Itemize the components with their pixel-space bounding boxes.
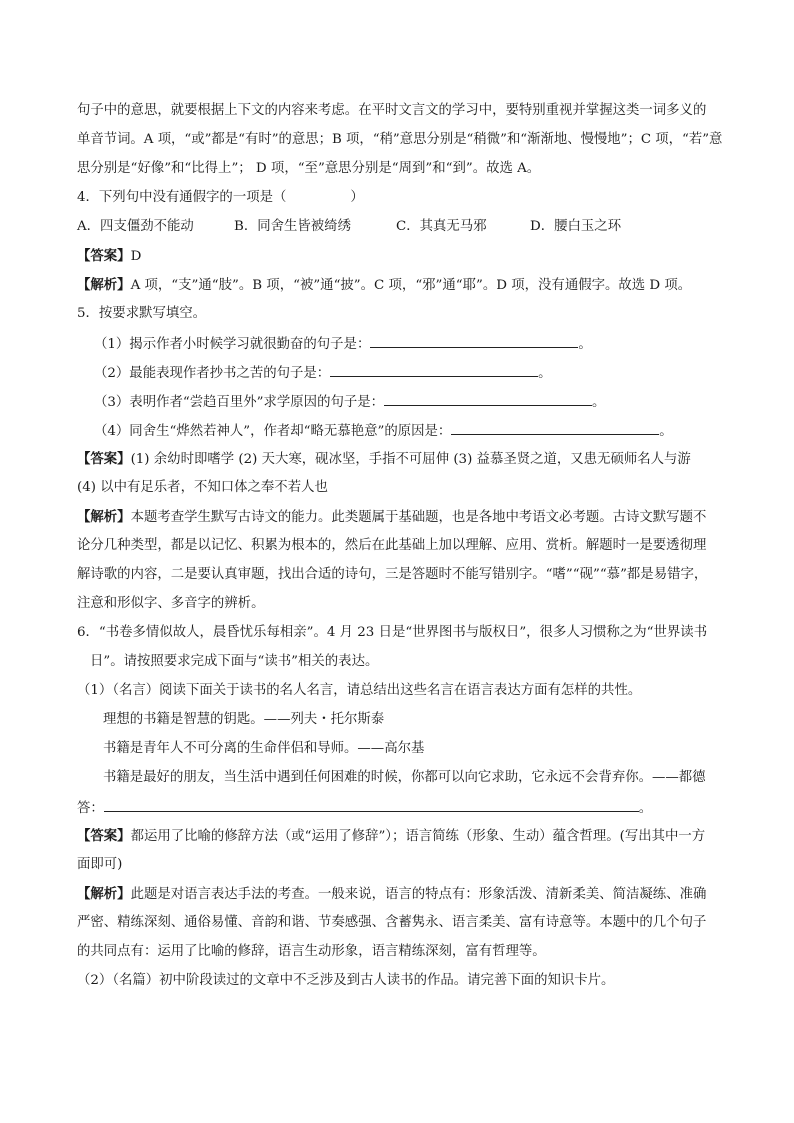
question-6-sub-2: （2）（名篇）初中阶段读过的文章中不乏涉及到古人读书的作品。请完善下面的知识卡片。 xyxy=(77,973,615,988)
item-end: 。 xyxy=(592,395,606,410)
answer-text: 都运用了比喻的修辞方法（或“运用了修辞”）；语言简练（形象、生动）蕴含哲理。(写出其中一方 xyxy=(130,829,706,844)
item-text: （2）最能表现作者抄书之苦的句子是： xyxy=(94,366,331,381)
question-4-answer xyxy=(77,247,141,266)
answer-text: (1) 余幼时即嗜学 (2) 天大寒，砚冰坚，手指不可屈伸 (3) 益慕圣贤之道，又患无硕师名人与游 xyxy=(130,452,691,467)
quote-3: 书籍是最好的朋友，当生活中遇到任何困难的时候，你都可以向它求助，它永远不会背弃你。——都德 xyxy=(103,770,706,785)
question-5-item-2 xyxy=(94,363,552,383)
answer-blank-line xyxy=(77,798,652,818)
text-line: 的共同点有：运用了比喻的修辞，语言生动形象，语言精练深刻，富有哲理等。 xyxy=(77,944,546,959)
text-line: 严密、精练深刻、通俗易懂、音韵和谐、节奏感强、含蓄隽永、语言柔美、富有诗意等。本题中的几个句子 xyxy=(77,915,707,930)
quote-1: 理想的书籍是智慧的钥匙。——列夫・托尔斯泰 xyxy=(103,712,385,727)
item-end: 。 xyxy=(659,424,673,439)
analysis-tag: 【解析】 xyxy=(77,277,131,293)
answer-tag: 【答案】 xyxy=(77,451,131,467)
question-4-stem-text: 4．下列句中没有通假字的一项是（ xyxy=(77,190,287,205)
text-line: 论分几种类型，都是以记忆、积累为根本的，然后在此基础上加以理解、应用、赏析。解题时一是要透彻理 xyxy=(77,538,707,553)
text-line: 注意和形似字、多音字的辨析。 xyxy=(77,596,265,611)
text-line: 思分别是“好像”和“比得上”； D 项，“至”意思分别是“周到”和“到”。故选 A。 xyxy=(77,161,541,176)
question-4-stem xyxy=(77,189,364,207)
answer-tag: 【答案】 xyxy=(77,828,131,844)
question-6-answer xyxy=(77,827,705,846)
question-4-option-d: D．腰白玉之环 xyxy=(530,219,622,234)
item-end: 。 xyxy=(578,337,592,352)
item-text: （1）揭示作者小时候学习就很勤奋的句子是： xyxy=(94,337,371,352)
question-6-analysis xyxy=(77,885,706,904)
blank-line[interactable] xyxy=(384,392,592,406)
question-5-item-1 xyxy=(94,334,592,354)
text-line: (4) 以中有足乐者，不知口体之奉不若人也 xyxy=(77,480,328,495)
question-4-stem-close: ） xyxy=(350,190,364,205)
question-6-sub-1: （1）（名言）阅读下面关于读书的名人名言，请总结出这些名言在语言表达方面有怎样的共性。 xyxy=(77,683,642,698)
question-4-analysis xyxy=(77,276,691,295)
analysis-text: 本题考查学生默写古诗文的能力。此类题属于基础题，也是各地中考语文必考题。古诗文默写题不 xyxy=(130,510,707,525)
blank-line[interactable] xyxy=(330,363,538,377)
question-5-answer xyxy=(77,450,691,469)
answer-tag: 【答案】 xyxy=(77,248,131,264)
question-5-analysis xyxy=(77,508,706,527)
line-end: 。 xyxy=(638,801,653,816)
blank-line[interactable] xyxy=(451,421,659,435)
quote-2: 书籍是青年人不可分离的生命伴侣和导师。——高尔基 xyxy=(103,741,425,756)
analysis-tag: 【解析】 xyxy=(77,509,131,525)
question-4-option-c: C．其真无马邪 xyxy=(396,219,487,234)
question-4-option-a: A．四支僵劲不能动 xyxy=(77,219,194,234)
text-line: 解诗歌的内容，二是要认真审题，找出合适的诗句，三是答题时不能写错别字。“嗜”“砚”“慕”都是易错字， xyxy=(77,567,708,582)
question-5-item-4 xyxy=(94,421,673,441)
item-text: （4）同舍生“烨然若神人”，作者却“略无慕艳意”的原因是： xyxy=(94,424,452,439)
text-line: 单音节词。A 项，“或”都是“有时”的意思；B 项，“稍”意思分别是“稍微”和“渐渐地、慢慢地”；C 项，“若”意 xyxy=(77,132,723,147)
question-5-item-3 xyxy=(94,392,605,412)
question-5-stem: 5．按要求默写填空。 xyxy=(77,306,207,321)
question-6-stem: 6．“书卷多情似故人，晨昏忧乐每相亲”。4 月 23 日是“世界图书与版权日”，很多人习惯称之为“世界读书 xyxy=(77,625,708,640)
analysis-text: A 项，“支”通“肢”。B 项，“被”通“披”。C 项，“邪”通“耶”。D 项，没有通假字。故选 D 项。 xyxy=(130,278,692,293)
question-4-option-b: B．同舍生皆被绮绣 xyxy=(234,219,351,234)
blank-line[interactable] xyxy=(370,334,578,348)
analysis-tag: 【解析】 xyxy=(77,886,131,902)
item-text: （3）表明作者“尝趋百里外”求学原因的句子是： xyxy=(94,395,385,410)
blank-line[interactable] xyxy=(104,798,639,812)
analysis-text: 此题是对语言表达手法的考查。一般来说，语言的特点有：形象活泼、清新柔美、简洁凝练、准确 xyxy=(130,887,707,902)
text-line: 句子中的意思，就要根据上下文的内容来考虑。在平时文言文的学习中，要特别重视并掌握这类一词多义的 xyxy=(77,103,707,118)
text-line: 面即可) xyxy=(77,857,123,872)
answer-label: 答： xyxy=(77,801,104,816)
text-line: 日”。请按照要求完成下面与“读书”相关的表达。 xyxy=(90,654,379,669)
answer-text: D xyxy=(130,249,142,264)
item-end: 。 xyxy=(538,366,552,381)
